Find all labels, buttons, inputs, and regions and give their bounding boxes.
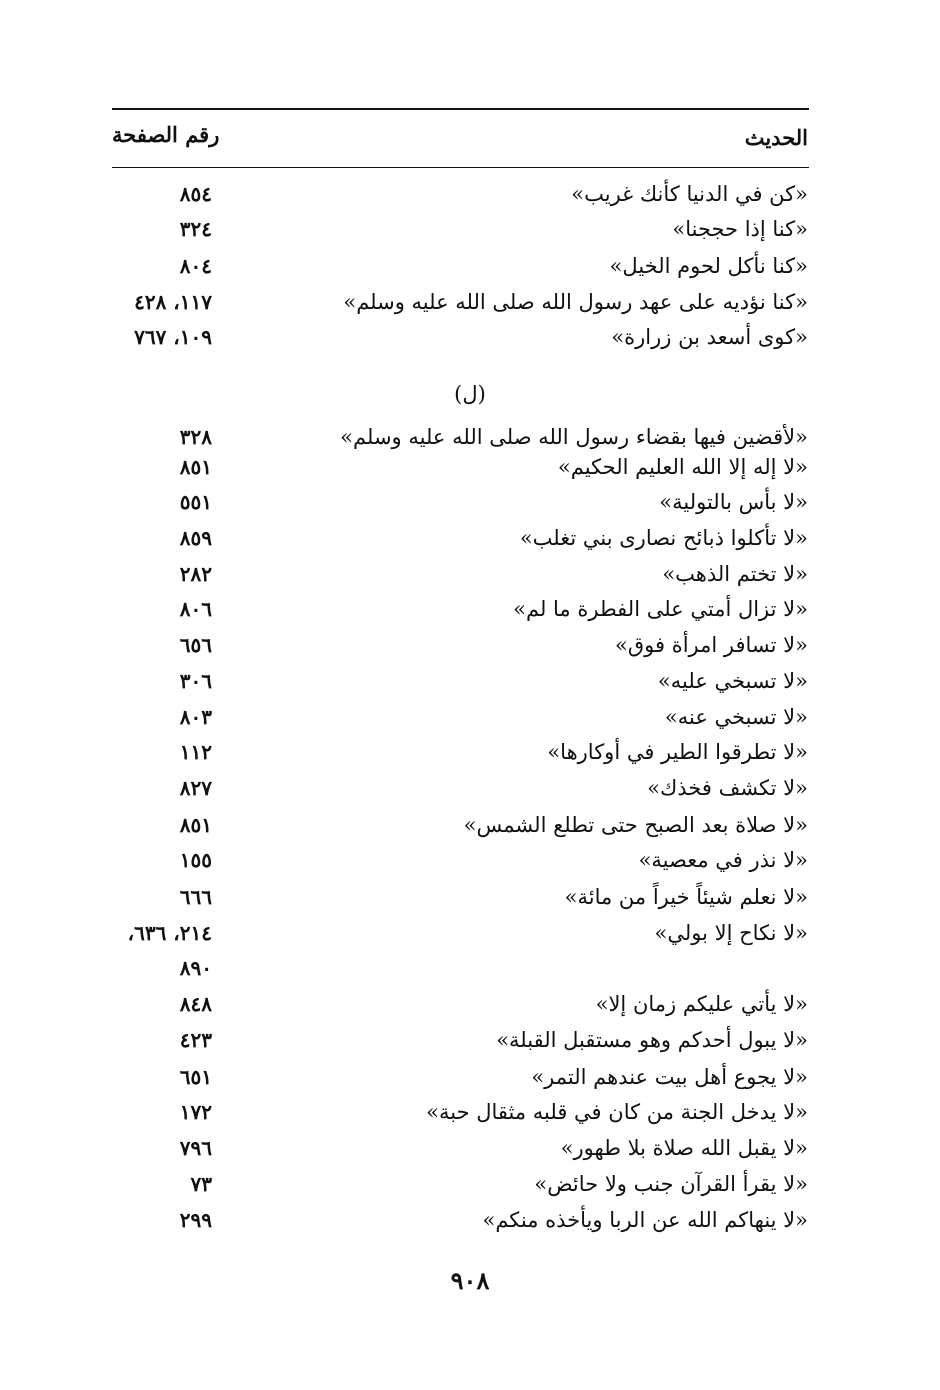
- hadith-page: ٣٠٦: [179, 669, 212, 693]
- hadith-text: «لا تزال أمتي على الفطرة ما لم»: [513, 597, 808, 621]
- hadith-page: ٥٥١: [179, 490, 212, 514]
- index-row: [0, 1097, 940, 1133]
- index-row: [0, 1062, 940, 1098]
- hadith-text: «كنا نؤديه على عهد رسول الله صلى الله عليه وسلم»: [343, 290, 808, 314]
- section-letter-heading: (ل): [454, 382, 486, 406]
- index-row: [0, 630, 940, 666]
- hadith-text: «لا تأكلوا ذبائح نصارى بني تغلب»: [519, 526, 808, 550]
- hadith-text: «لا يدخل الجنة من كان في قلبه مثقال حبة»: [426, 1100, 808, 1124]
- hadith-page: ١١٢: [179, 740, 212, 764]
- hadith-page: ١٧٢: [179, 1100, 212, 1124]
- hadith-page: ٣٢٨: [179, 425, 212, 449]
- index-row: [0, 845, 940, 881]
- hadith-page: ٦٥٦: [179, 633, 212, 657]
- hadith-text: «لا يجوع أهل بيت عندهم التمر»: [531, 1065, 808, 1089]
- hadith-text: «كنا إذا حججنا»: [672, 217, 808, 241]
- index-row: [0, 882, 940, 918]
- hadith-page: ٢٨٢: [179, 562, 212, 586]
- index-row: [0, 1169, 940, 1205]
- hadith-page: ٨٥١: [179, 455, 212, 479]
- index-row: [0, 322, 940, 358]
- index-row: [0, 179, 940, 215]
- hadith-page: ٢١٤، ٦٣٦،: [127, 921, 212, 945]
- hadith-text: «لأقضين فيها بقضاء رسول الله صلى الله عليه وسلم»: [340, 425, 808, 449]
- hadith-page: ٣٢٤: [179, 217, 212, 241]
- hadith-page: ٨٥١: [179, 813, 212, 837]
- header-rule: [112, 167, 809, 168]
- page-number-column-header: رقم الصفحة: [112, 122, 220, 147]
- index-row: [0, 452, 940, 488]
- top-rule: [112, 108, 809, 110]
- hadith-text: «كوى أسعد بن زرارة»: [611, 325, 808, 349]
- hadith-page: ٨٠٦: [179, 597, 212, 621]
- hadith-text: «لا يقرأ القرآن جنب ولا حائض»: [534, 1172, 808, 1196]
- hadith-page: ٢٩٩: [179, 1208, 212, 1232]
- index-row: [0, 1205, 940, 1241]
- index-row: [0, 287, 940, 323]
- index-row: [0, 523, 940, 559]
- index-row: [0, 773, 940, 809]
- index-row: [0, 666, 940, 702]
- hadith-page: ١٥٥: [179, 848, 212, 872]
- hadith-text: «كن في الدنيا كأنك غريب»: [571, 182, 808, 206]
- index-row: [0, 1025, 940, 1061]
- index-row: [0, 810, 940, 846]
- hadith-text: «لا تسبخي عليه»: [657, 669, 808, 693]
- hadith-text: «لا تسبخي عنه»: [664, 705, 808, 729]
- hadith-page: ١١٧، ٤٢٨: [134, 290, 212, 314]
- index-row: [0, 989, 940, 1025]
- index-row: [0, 737, 940, 773]
- hadith-text: «لا نعلم شيئاً خيراً من مائة»: [564, 885, 808, 909]
- hadith-text: «لا تطرقوا الطير في أوكارها»: [547, 740, 808, 764]
- hadith-text: «لا ينهاكم الله عن الربا ويأخذه منكم»: [482, 1208, 808, 1232]
- hadith-text: «لا صلاة بعد الصبح حتى تطلع الشمس»: [463, 813, 808, 837]
- hadith-page: ٨٩٠: [179, 956, 212, 980]
- index-row: [0, 214, 940, 250]
- index-row-continuation: [0, 953, 940, 989]
- hadith-text: «كنا نأكل لحوم الخيل»: [609, 254, 808, 278]
- index-row: [0, 702, 940, 738]
- hadith-text: «لا إله إلا الله العليم الحكيم»: [557, 455, 808, 479]
- hadith-page: ٨٤٨: [179, 992, 212, 1016]
- hadith-text: «لا نذر في معصية»: [638, 848, 808, 872]
- hadith-page: ٦٦٦: [179, 885, 212, 909]
- hadith-page: ٧٣: [190, 1172, 212, 1196]
- hadith-text: «لا تختم الذهب»: [662, 562, 808, 586]
- index-row: [0, 1133, 940, 1169]
- hadith-page: ٨٠٣: [179, 705, 212, 729]
- hadith-text: «لا نكاح إلا بولي»: [654, 921, 808, 945]
- hadith-page: ٨٠٤: [179, 254, 212, 278]
- index-row: [0, 594, 940, 630]
- hadith-text: «لا بأس بالتولية»: [659, 490, 808, 514]
- hadith-page: ٦٥١: [179, 1065, 212, 1089]
- index-row: [0, 559, 940, 595]
- hadith-text: «لا يقبل الله صلاة بلا طهور»: [560, 1136, 808, 1160]
- hadith-page: ٤٢٣: [179, 1028, 212, 1052]
- hadith-text: «لا تكشف فخذك»: [647, 776, 808, 800]
- hadith-page: ١٠٩، ٧٦٧: [134, 325, 212, 349]
- hadith-text: «لا يبول أحدكم وهو مستقبل القبلة»: [496, 1028, 808, 1052]
- index-row: [0, 487, 940, 523]
- hadith-page: ٨٥٤: [179, 182, 212, 206]
- hadith-page: ٧٩٦: [179, 1136, 212, 1160]
- page-number: ٩٠٨: [450, 1266, 490, 1295]
- hadith-page: ٨٥٩: [179, 526, 212, 550]
- hadith-column-header: الحديث: [744, 125, 808, 150]
- hadith-page: ٨٢٧: [179, 776, 212, 800]
- hadith-text: «لا يأتي عليكم زمان إلا»: [595, 992, 808, 1016]
- index-row: [0, 918, 940, 954]
- hadith-text: «لا تسافر امرأة فوق»: [615, 633, 808, 657]
- index-row: [0, 251, 940, 287]
